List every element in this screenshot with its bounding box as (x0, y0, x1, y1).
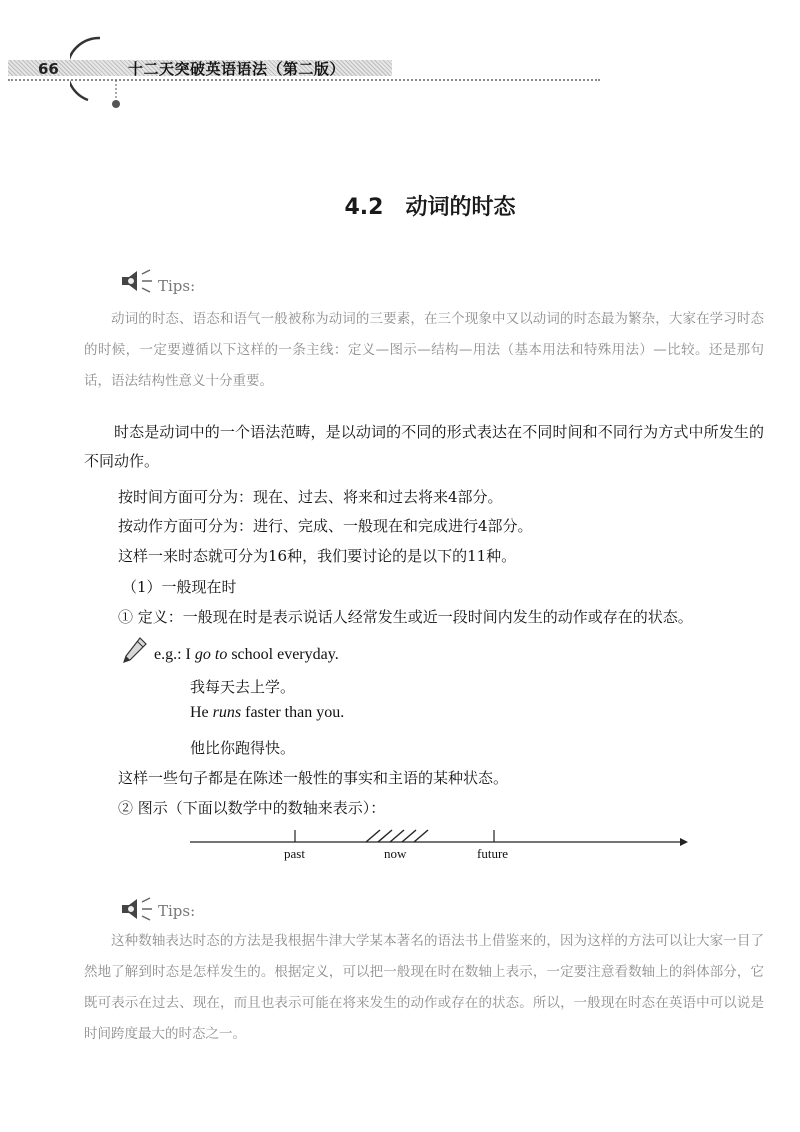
example-2-post: faster than you. (241, 704, 345, 721)
time-division-line: 按时间方面可分为：现在、过去、将来和过去将来4部分。 (118, 488, 503, 506)
timeline-axis (190, 826, 690, 850)
speaker-icon (118, 268, 156, 294)
tips-label: Tips: (158, 277, 196, 295)
pencil-icon (120, 636, 148, 666)
action-division-line: 按动作方面可分为：进行、完成、一般现在和完成进行4部分。 (118, 517, 533, 535)
summary-line: 这样一些句子都是在陈述一般性的事实和主语的某种状态。 (118, 769, 509, 787)
example-1-pre: I (185, 646, 195, 663)
example-1-verb: go to (194, 646, 228, 663)
example-1-translation: 我每天去上学。 (190, 678, 296, 696)
total-tenses-line: 这样一来时态就可分为16种，我们要讨论的是以下的11种。 (118, 547, 517, 565)
example-2-pre: He (190, 704, 213, 721)
intro-paragraph: 时态是动词中的一个语法范畴，是以动词的不同的形式表达在不同时间和不同行为方式中所发生的不同动作。 (84, 423, 764, 470)
tips-label: Tips: (158, 902, 196, 920)
diagram-title: ② 图示（下面以数学中的数轴来表示）： (118, 799, 386, 817)
speaker-icon (118, 896, 156, 922)
book-title: 十二天突破英语语法（第二版） (128, 60, 346, 78)
example-2-translation: 他比你跑得快。 (190, 739, 296, 757)
axis-label-past: past (284, 846, 305, 861)
definition-line: ① 定义：一般现在时是表示说话人经常发生或近一段时间内发生的动作或存在的状态。 (118, 608, 693, 626)
axis-label-now: now (384, 846, 407, 861)
tips-paragraph-2: 这种数轴表达时态的方法是我根据牛津大学某本著名的语法书上借鉴来的，因为这样的方法可以让大家一目了然地了解到时态是怎样发生的。根据定义，可以把一般现在时在数轴上表示，一定要注意看数轴上的斜体部分，它既可表示在过去、现在，而且也表示可能在将来发生的动作或存在的状态。所以，一般现在时态在英语中可以说是时间跨度最大的时态之一。 (84, 933, 764, 1042)
example-1 (154, 646, 339, 664)
eg-label: e.g.: (154, 646, 182, 663)
section-title: 4.2 动词的时态 (344, 195, 516, 220)
example-2 (190, 704, 344, 722)
page-number: 66 (38, 60, 59, 78)
subsection-heading: （1）一般现在时 (122, 578, 237, 596)
example-1-post: school everyday. (227, 646, 339, 663)
axis-label-future: future (477, 846, 509, 861)
example-2-verb: runs (212, 704, 242, 721)
tips-paragraph: 动词的时态、语态和语气一般被称为动词的三要素，在三个现象中又以动词的时态最为繁杂，大家在学习时态的时候，一定要遵循以下这样的一条主线：定义—图示—结构—用法（基本用法和特殊用法）—比较。还是那句话，语法结构性意义十分重要。 (84, 311, 764, 389)
